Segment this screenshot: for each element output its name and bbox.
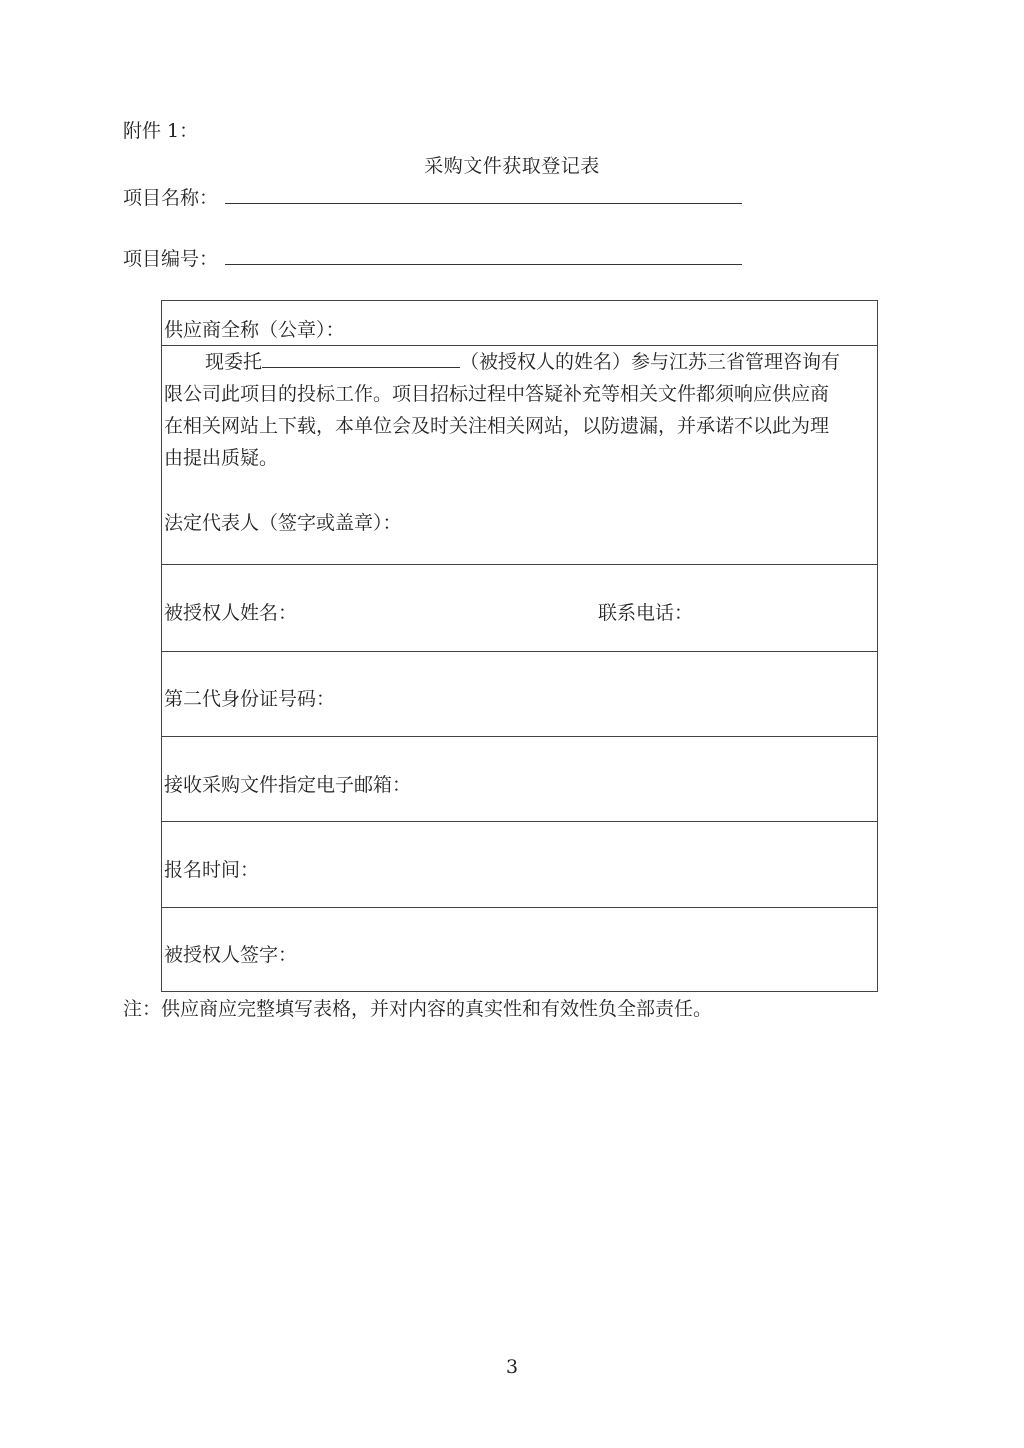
page-number: 3 [505, 1356, 519, 1378]
authorization-line-1 [164, 346, 876, 378]
table-divider [162, 564, 877, 565]
id-number-label: 第二代身份证号码： [164, 688, 336, 710]
table-divider [162, 736, 877, 737]
authorized-person-name-label: 被授权人姓名： [164, 602, 298, 624]
project-number-row [123, 244, 218, 271]
project-name-field[interactable] [225, 203, 742, 204]
project-name-row [123, 183, 218, 210]
project-number-label: 项目编号： [123, 248, 219, 270]
authorization-suffix: （被授权人的姓名）参与江苏三省管理咨询有 [460, 351, 841, 373]
authorized-signature-label: 被授权人签字： [164, 944, 298, 966]
registration-table [161, 300, 878, 992]
authorization-line-2: 限公司此项目的投标工作。项目招标过程中答疑补充等相关文件都须响应供应商 [164, 383, 830, 405]
form-title: 采购文件获取登记表 [424, 155, 600, 177]
table-divider [162, 907, 877, 908]
table-divider [162, 821, 877, 822]
project-number-field[interactable] [225, 264, 742, 265]
authorization-paragraph [164, 346, 876, 474]
legal-rep-label: 法定代表人（签字或盖章）： [164, 512, 402, 534]
attachment-label: 附件 1： [123, 120, 199, 142]
authorized-name-blank[interactable] [262, 348, 460, 368]
project-name-label: 项目名称： [123, 187, 219, 209]
supplier-name-label: 供应商全称（公章）： [164, 319, 345, 341]
authorization-prefix: 现委托 [205, 351, 263, 373]
email-label: 接收采购文件指定电子邮箱： [164, 774, 412, 796]
authorization-line-4: 由提出质疑。 [164, 447, 279, 469]
authorization-line-3: 在相关网站上下载，本单位会及时关注相关网站，以防遗漏，并承诺不以此为理 [164, 415, 830, 437]
footnote: 注：供应商应完整填写表格，并对内容的真实性和有效性负全部责任。 [123, 998, 713, 1020]
registration-time-label: 报名时间： [164, 859, 260, 881]
contact-phone-label: 联系电话： [598, 602, 694, 624]
table-divider [162, 651, 877, 652]
